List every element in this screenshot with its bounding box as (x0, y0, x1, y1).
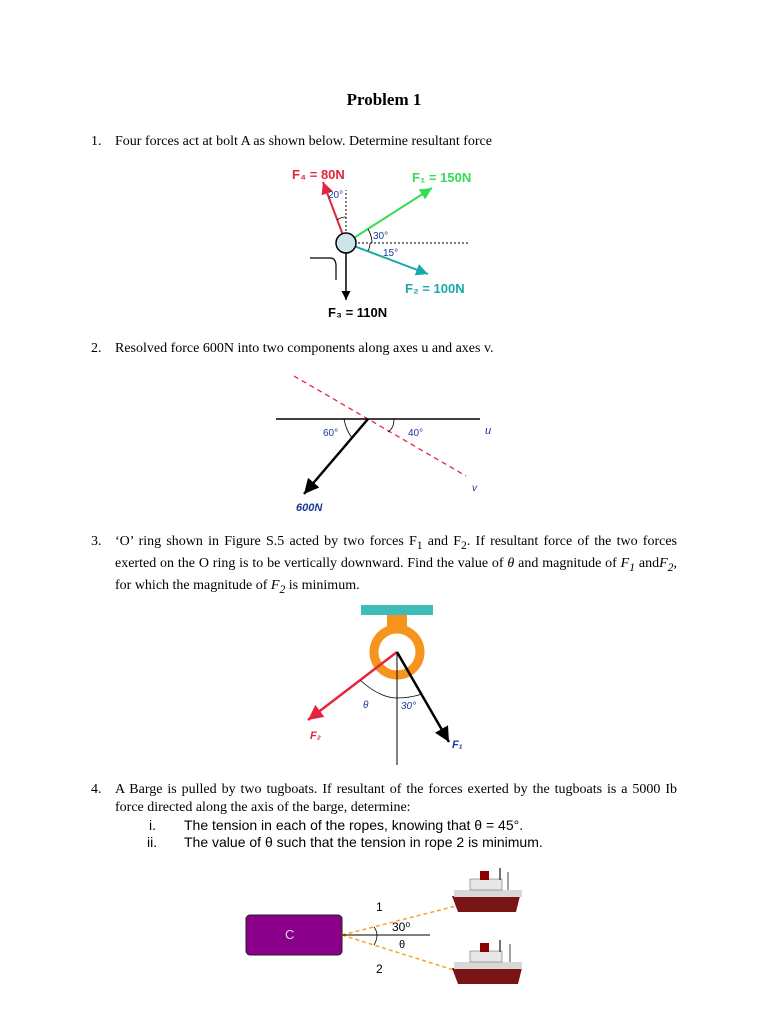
subitem-text: The tension in each of the ropes, knowing that θ = 45°. (184, 817, 524, 833)
question-text: ‘O’ ring shown in Figure S.5 acted by two forces $F_1$ and $F_2$. If resultant force of the two forces exerted on the O ring is to be vertically downward. Find the value of θ and magnitude of $F_1$ andF$_2$, for which the magnitude of $F_2$ is minimum. (115, 534, 678, 596)
angle-arc-theta (374, 935, 377, 945)
rope-label-2: 2 (376, 962, 383, 976)
subitem-number: ii. (147, 834, 158, 850)
angle-arc-60 (344, 419, 352, 438)
label-f3: F₃ = 110N (328, 305, 388, 320)
tugboat-1 (452, 868, 522, 912)
angle-label-20: 20° (328, 190, 344, 201)
angle-label-40: 40° (408, 428, 424, 439)
question-number: 2. (91, 341, 102, 356)
angle-label-30: 30° (373, 231, 389, 242)
question-number: 1. (91, 134, 102, 149)
angle-arc-20 (337, 217, 346, 220)
label-f1: F₁ (452, 739, 463, 751)
subitem-text: The value of θ such that the tension in rope 2 is minimum. (184, 834, 543, 850)
angle-label-15: 15° (383, 248, 399, 259)
bolt-a (336, 233, 356, 253)
force-f1-arrow (346, 188, 432, 243)
question-text: A Barge is pulled by two tugboats. If resultant of the forces exerted by the tugboats is a 5000 Ib force directed along the axis of the barge, determine: (115, 782, 677, 815)
diagram-barge-tugboats (246, 868, 522, 984)
label-f1: F₁ = 150N (412, 170, 472, 185)
diagram-forces-on-bolt (292, 167, 471, 320)
axis-label-v: v (472, 483, 477, 494)
page-title: Problem 1 (346, 90, 422, 109)
angle-label-30: 30⁰ (392, 920, 411, 934)
label-f2: F₂ (310, 730, 321, 742)
question-text: Four forces act at bolt A as shown below. Determine resultant force (115, 134, 492, 149)
axis-label-u: u (485, 425, 492, 437)
force-f2-arrow (308, 652, 397, 720)
bracket-support (310, 258, 336, 280)
barge-label: C (285, 927, 295, 942)
question-number: 3. (91, 534, 102, 549)
force-f1-arrow (397, 652, 449, 742)
subitem-number: i. (149, 817, 156, 833)
angle-arc-30 (368, 229, 372, 243)
angle-arc-15 (368, 243, 370, 251)
question-number: 4. (91, 782, 102, 797)
angle-arc-40 (388, 419, 394, 432)
angle-label-60: 60° (323, 428, 339, 439)
label-600n: 600N (296, 502, 323, 514)
angle-label-theta: θ (363, 700, 369, 711)
angle-label-30: 30° (401, 701, 417, 712)
angle-arc-30 (374, 927, 377, 935)
angle-arc (360, 680, 422, 698)
label-f4: F₄ = 80N (292, 167, 345, 182)
tugboat-2 (452, 940, 522, 984)
label-f2: F₂ = 100N (405, 281, 465, 296)
diagram-600n-components (276, 376, 491, 514)
angle-label-theta: θ (399, 939, 406, 951)
ceiling-plate (361, 605, 433, 615)
diagram-o-ring (308, 605, 463, 765)
rope-label-1: 1 (376, 900, 383, 914)
question-text: Resolved force 600N into two components along axes u and axes v. (115, 341, 494, 356)
v-axis-line (294, 376, 466, 476)
